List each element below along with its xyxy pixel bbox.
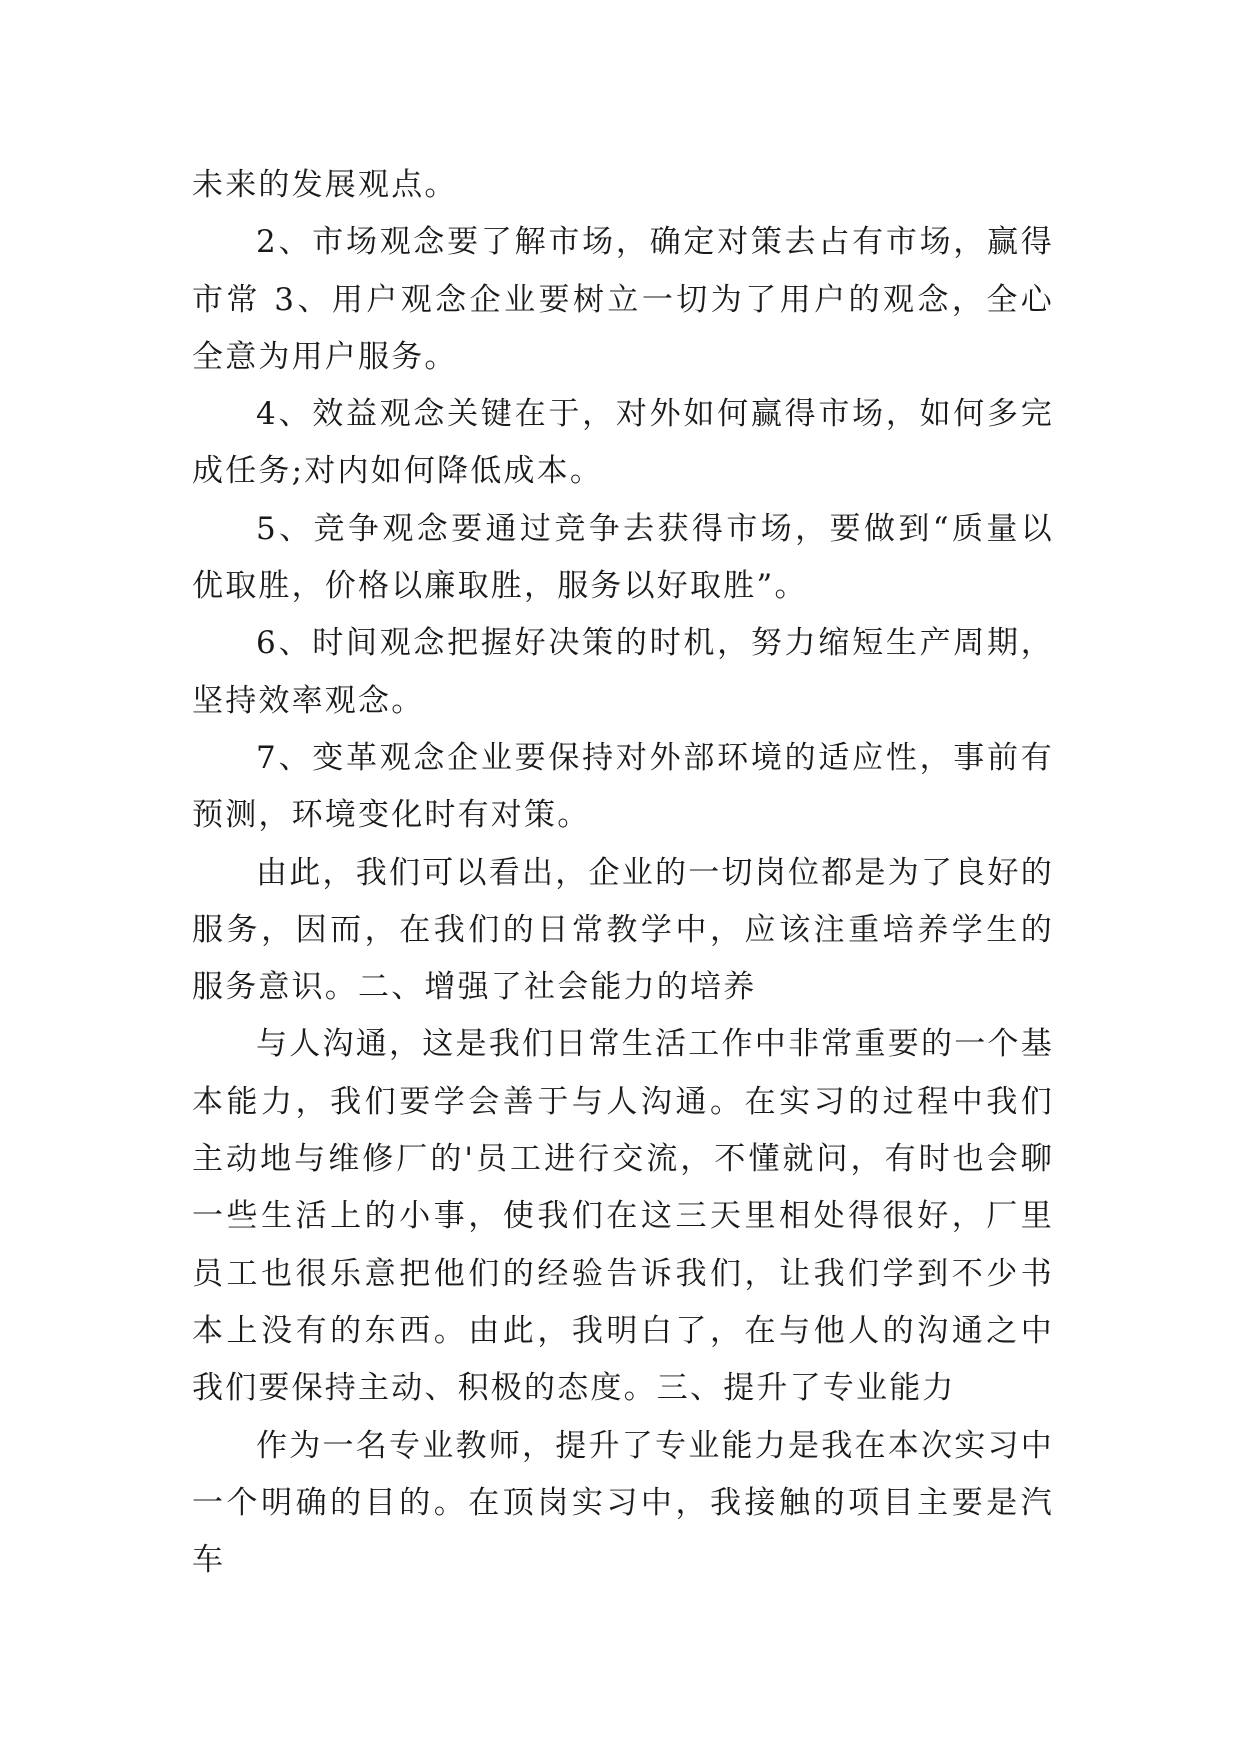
document-body [192,157,1054,1589]
paragraph-time-concept: 6、时间观念把握好决策的时机，努力缩短生产周期，坚持效率观念。 [192,625,1054,719]
paragraph-market-concept: 2、市场观念要了解市场，确定对策去占有市场，赢得市常 3、用户观念企业要树立一切为了用户的观念，全心全意为用户服务。 [192,224,1054,375]
paragraph-communication: 与人沟通，这是我们日常生活工作中非常重要的一个基本能力，我们要学会善于与人沟通。在实习的过程中我们主动地与维修厂的'员工进行交流，不懂就问，有时也会聊一些生活上的小事，使我们在这三天里相处得很好，厂里员工也很乐意把他们的经验告诉我们，让我们学到不少书本上没有的东西。由此，我明白了，在与他人的沟通之中我们要保持主动、积极的态度。三、提升了专业能力 [192,1026,1054,1407]
paragraph-benefit-concept: 4、效益观念关键在于，对外如何赢得市场，如何多完成任务;对内如何降低成本。 [192,396,1054,490]
paragraph-service-awareness: 由此，我们可以看出，企业的一切岗位都是为了良好的服务，因而，在我们的日常教学中，应该注重培养学生的服务意识。二、增强了社会能力的培养 [192,854,1054,1006]
paragraph-competition-concept: 5、竞争观念要通过竞争去获得市场，要做到“质量以优取胜，价格以廉取胜，服务以好取胜”。 [192,510,1054,605]
paragraph-1: 未来的发展观点。 [192,167,458,203]
paragraph-professional-ability: 作为一名专业教师，提升了专业能力是我在本次实习中一个明确的目的。在顶岗实习中，我接触的项目主要是汽车 [192,1427,1054,1579]
paragraph-reform-concept: 7、变革观念企业要保持对外部环境的适应性，事前有预测，环境变化时有对策。 [192,739,1054,834]
